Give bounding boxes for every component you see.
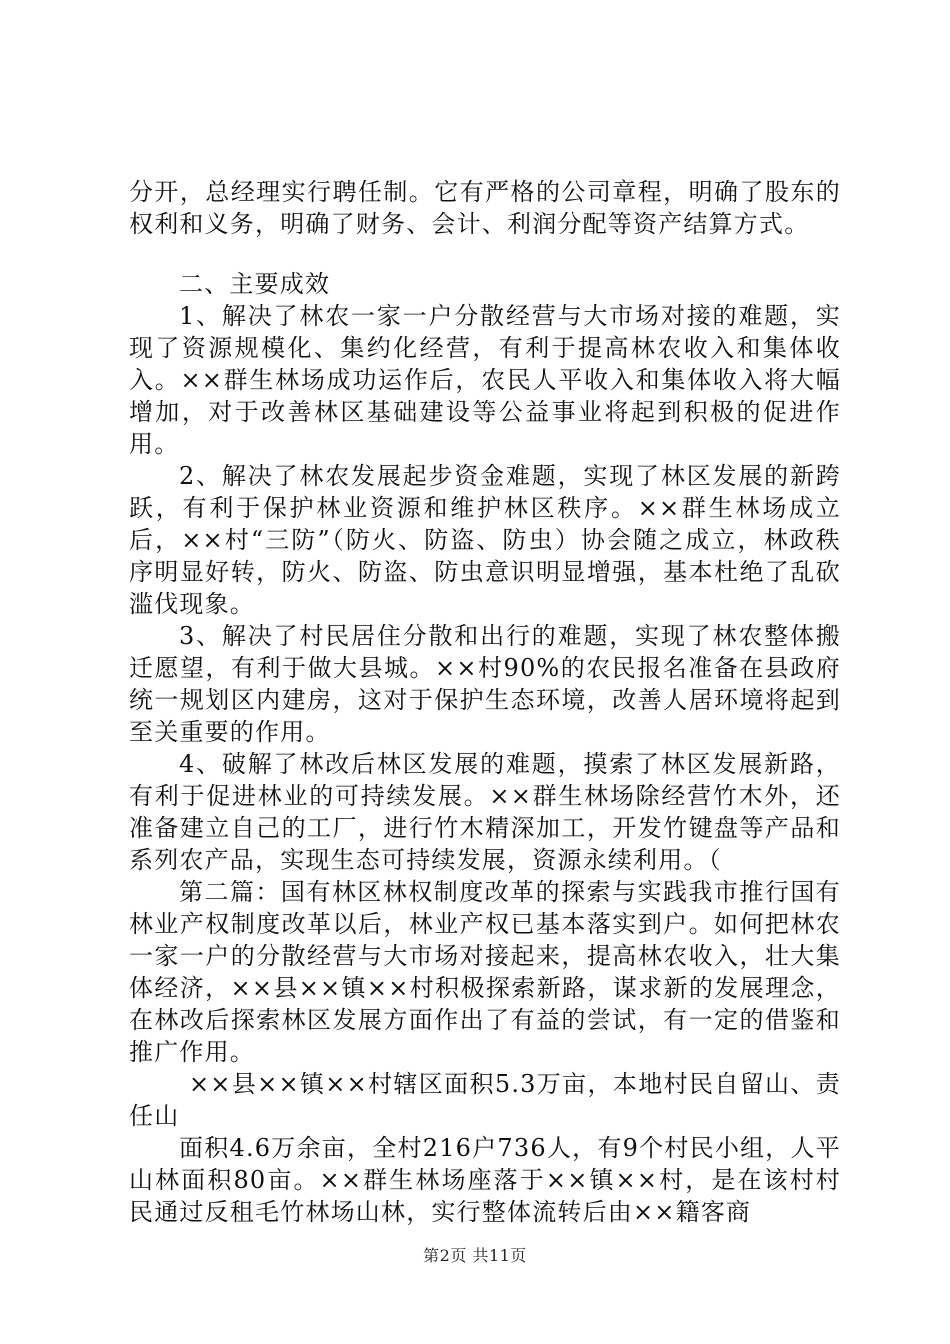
paragraph-result-2: 2、解决了林农发展起步资金难题，实现了林区发展的新跨跃，有利于保护林业资源和维护林区秩序。××群生林场成立后，××村“三防”（防火、防盗、防虫）协会随之成立，林政秩序明显好转，防火、防盗、防虫意识明显增强，基本杜绝了乱砍滥伐现象。 <box>129 462 841 618</box>
paragraph-result-1: 1、解决了林农一家一户分散经营与大市场对接的难题，实现了资源规模化、集约化经营，有利于提高林农收入和集体收入。××群生林场成功运作后，农民人平收入和集体收入将大幅增加，对于改善林区基础建设等公益事业将起到积极的促进作用。 <box>129 302 841 458</box>
paragraph-continuation: 分开，总经理实行聘任制。它有严格的公司章程，明确了股东的权利和义务，明确了财务、会计、利润分配等资产结算方式。 <box>129 178 841 238</box>
paragraph-second-article: 第二篇：国有林区林权制度改革的探索与实践我市推行国有林业产权制度改革以后，林业产权已基本落实到户。如何把林农一家一户的分散经营与大市场对接起来，提高林农收入，壮大集体经济，××县××镇××村积极探索新路，谋求新的发展理念，在林改后探索林区发展方面作出了有益的尝试，有一定的借鉴和推广作用。 <box>129 878 841 1066</box>
paragraph-village-area: ××县××镇××村辖区面积5.3万亩，本地村民自留山、责任山 <box>129 1070 841 1130</box>
page-number-footer: 第2页 共11页 <box>423 1246 527 1265</box>
paragraph-forest-farm: 面积4.6万余亩，全村216户736人，有9个村民小组，人平山林面积80亩。××群生林场座落于××镇××村，是在该村村民通过反租毛竹林场山林，实行整体流转后由××籍客商 <box>129 1134 841 1226</box>
section-heading: 二、主要成效 <box>179 270 331 298</box>
paragraph-result-3: 3、解决了村民居住分散和出行的难题，实现了林农整体搬迁愿望，有利于做大县城。××村90%的农民报名准备在县政府统一规划区内建房，这对于保护生态环境，改善人居环境将起到至关重要的作用。 <box>129 622 841 746</box>
paragraph-result-4: 4、破解了林改后林区发展的难题，摸索了林区发展新路，有利于促进林业的可持续发展。××群生林场除经营竹木外，还准备建立自己的工厂，进行竹木精深加工，开发竹键盘等产品和系列农产品，实现生态可持续发展，资源永续利用。（ <box>129 750 841 874</box>
document-body <box>129 176 841 1228</box>
